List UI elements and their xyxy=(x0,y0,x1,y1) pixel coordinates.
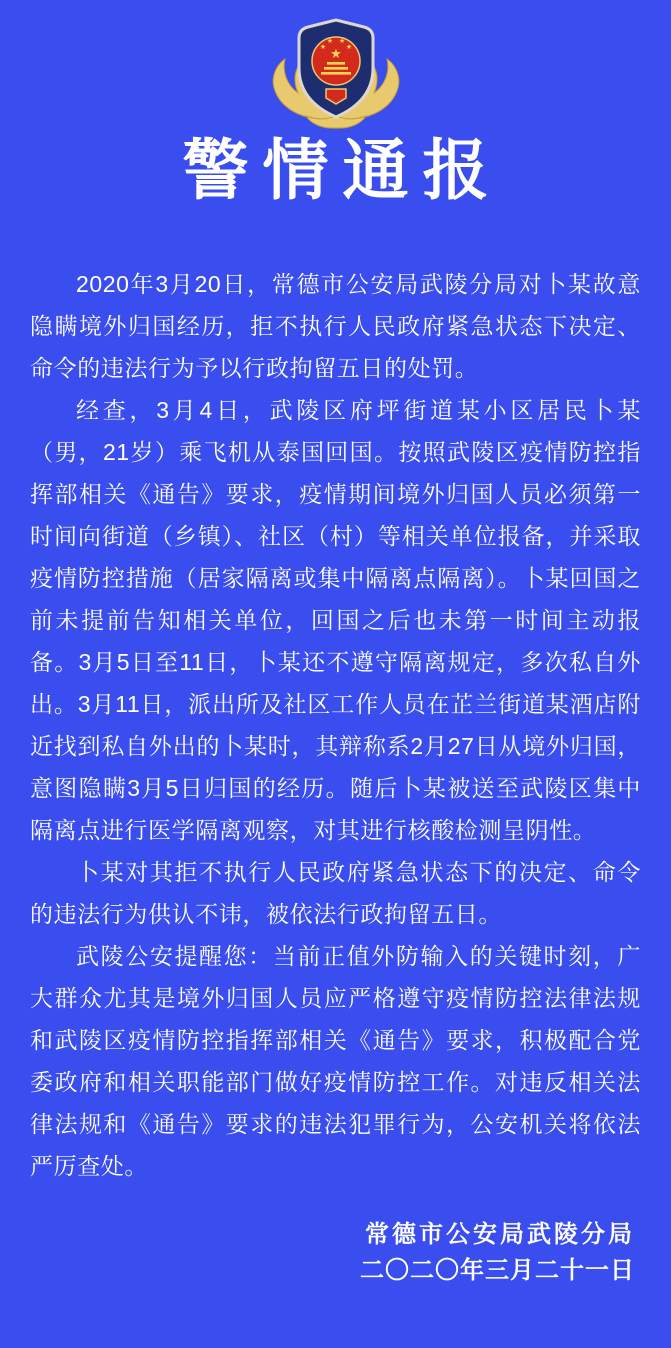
svg-text:★: ★ xyxy=(319,43,326,51)
issue-date: 二〇二〇年三月二十一日 xyxy=(360,1257,635,1285)
signature-block xyxy=(0,1217,671,1289)
notice-paragraph-3: 卜某对其拒不执行人民政府紧急状态下的决定、命令的违法行为供认不讳，被依法行政拘留五日。 xyxy=(30,859,641,928)
svg-text:★: ★ xyxy=(338,37,345,45)
svg-text:★: ★ xyxy=(326,37,333,45)
notice-paragraph-4: 武陵公安提醒您：当前正值外防输入的关键时刻，广大群众尤其是境外归国人员应严格遵守疫情防控法律法规和武陵区疫情防控指挥部相关《通告》要求，积极配合党委政府和相关职能部门做好疫情防控工作。对违反相关法律法规和《通告》要求的违法犯罪行为，公安机关将依法严厉查处。 xyxy=(30,943,641,1180)
notice-paragraph-1: 2020年3月20日，常德市公安局武陵分局对卜某故意隐瞒境外归国经历，拒不执行人民政府紧急状态下决定、命令的违法行为予以行政拘留五日的处罚。 xyxy=(30,271,641,382)
svg-text:★: ★ xyxy=(329,47,342,62)
notice-paragraph-2: 经查，3月4日，武陵区府坪街道某小区居民卜某（男，21岁）乘飞机从泰国回国。按照武陵区疫情防控指挥部相关《通告》要求，疫情期间境外归国人员必须第一时间向街道（乡镇）、社区（村）等相关单位报备，并采取疫情防控措施（居家隔离或集中隔离点隔离）。卜某回国之前未提前告知相关单位，回国之后也未第一时间主动报备。3月5日至11日，卜某还不遵守隔离规定，多次私自外出。3月11日，派出所及社区工作人员在芷兰街道某酒店附近找到私自外出的卜某时，其辩称系2月27日从境外归国，意图隐瞒3月5日归国的经历。随后卜某被送至武陵区集中隔离点进行医学隔离观察，对其进行核酸检测呈阴性。 xyxy=(30,397,641,844)
police-badge-icon xyxy=(0,0,671,134)
issuer-name: 常德市公安局武陵分局 xyxy=(365,1221,635,1249)
notice-body xyxy=(30,263,641,1187)
svg-text:★: ★ xyxy=(345,43,352,51)
notice-title: 警情通报 xyxy=(182,133,503,207)
